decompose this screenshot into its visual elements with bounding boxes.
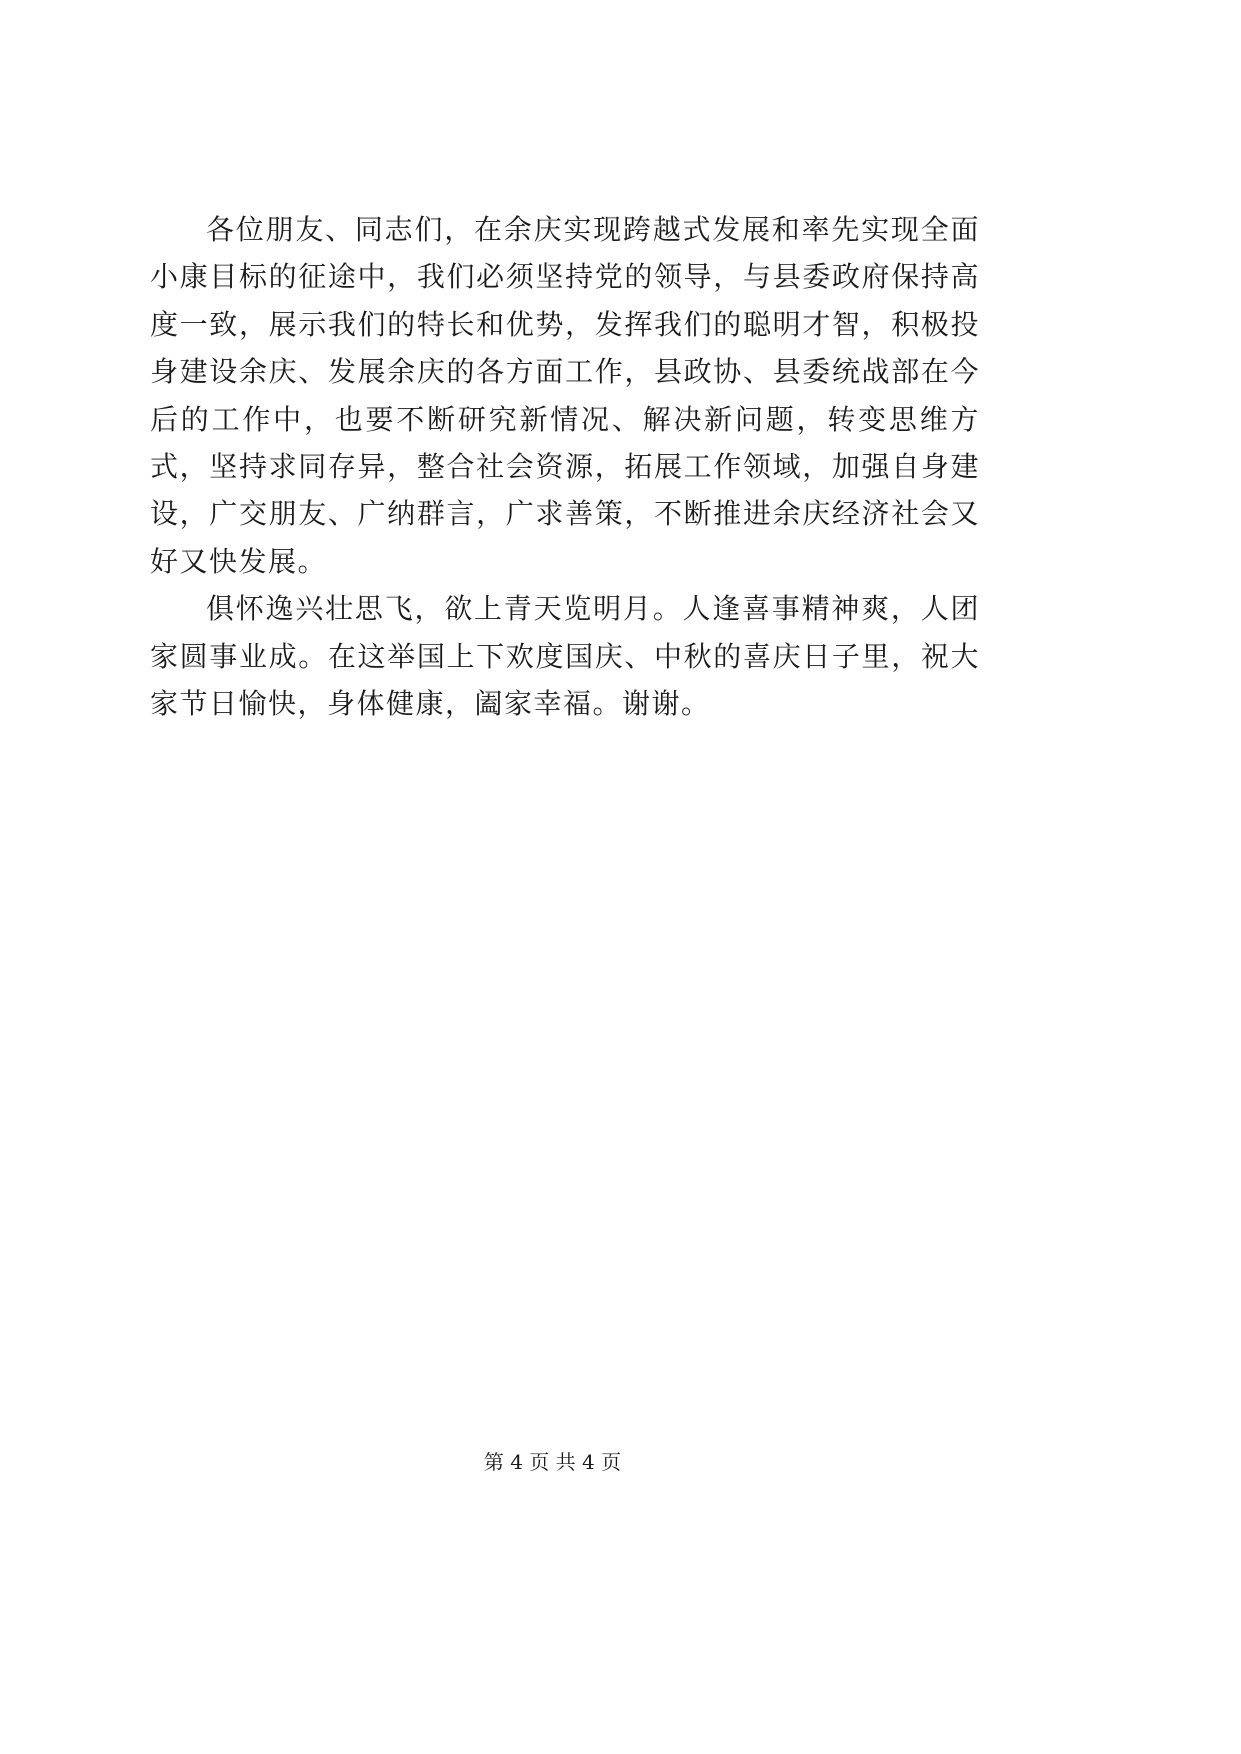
body-text bbox=[150, 206, 980, 727]
paragraph-holiday-greeting: 俱怀逸兴壮思飞，欲上青天览明月。人逢喜事精神爽，人团家圆事业成。在这举国上下欢度国庆、中秋的喜庆日子里，祝大家节日愉快，身体健康，阖家幸福。谢谢。 bbox=[150, 592, 980, 721]
page-number-footer: 第 4 页 共 4 页 bbox=[483, 1450, 622, 1474]
paragraph-closing-remarks: 各位朋友、同志们，在余庆实现跨越式发展和率先实现全面小康目标的征途中，我们必须坚持党的领导，与县委政府保持高度一致，展示我们的特长和优势，发挥我们的聪明才智，积极投身建设余庆、发展余庆的各方面工作，县政协、县委统战部在今后的工作中，也要不断研究新情况、解决新问题，转变思维方式，坚持求同存异，整合社会资源，拓展工作领域，加强自身建设，广交朋友、广纳群言，广求善策，不断推进余庆经济社会又好又快发展。 bbox=[150, 213, 980, 578]
